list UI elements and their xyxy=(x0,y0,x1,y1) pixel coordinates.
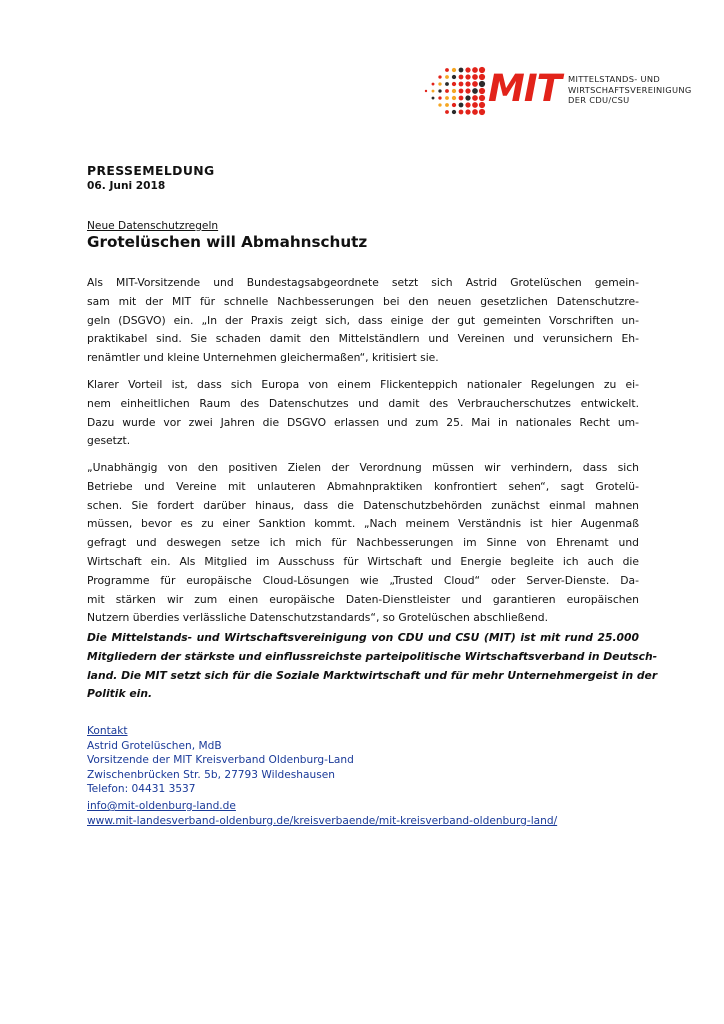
press-header xyxy=(87,163,215,194)
paragraph-line: Als MIT-Vorsitzende und Bundestagsabgeordnete setzt sich Astrid Grotelüschen gemein- xyxy=(87,276,639,289)
paragraph-line: sam mit der MIT für schnelle Nachbesserungen bei den neuen gesetzlichen Datenschutzre- xyxy=(87,294,639,308)
contact-label: Kontakt xyxy=(87,725,128,737)
logo-dot xyxy=(472,67,478,73)
logo-dot xyxy=(459,68,464,73)
logo-dot xyxy=(459,82,464,87)
logo-dot xyxy=(445,96,449,100)
logo-dot xyxy=(432,83,435,86)
logo-dot xyxy=(438,82,441,85)
logo-dot xyxy=(459,89,464,94)
logo-dot xyxy=(438,96,441,99)
logo-dot xyxy=(465,74,470,79)
logo-dot xyxy=(452,82,456,86)
logo-dot xyxy=(465,81,470,86)
paragraph-line: müssen, bevor es zu einer Sanktion kommt. „Nach meinem Verständnis ist hier Augenmaß xyxy=(87,517,639,531)
logo-dot xyxy=(479,95,485,101)
logo-dot xyxy=(445,110,449,114)
logo-dot xyxy=(479,88,485,94)
logo-dot xyxy=(472,95,478,101)
logo-dot xyxy=(452,68,456,72)
logo-dot xyxy=(465,67,470,72)
paragraph-1 xyxy=(87,274,639,368)
contact-phone: Telefon: 04431 3537 xyxy=(87,783,196,796)
paragraph-2 xyxy=(87,376,639,451)
paragraph-line: Die Mittelstands- und Wirtschaftsvereinigung von CDU und CSU (MIT) ist mit rund 25.000 xyxy=(87,631,639,644)
paragraph-line: mit stärken wir zum einen europäische Daten-Dienstleister und garantieren europäischen xyxy=(87,592,639,606)
paragraph-line: Dazu wurde vor zwei Jahren die DSGVO erlassen und zum 25. Mai in nationales Recht um- xyxy=(87,415,639,429)
logo-dot xyxy=(438,89,441,92)
logo-dot xyxy=(459,110,464,115)
logo-dot xyxy=(452,110,456,114)
logo-dot xyxy=(445,75,449,79)
logo-dot xyxy=(445,68,449,72)
logo-dot xyxy=(445,103,449,107)
logo-dot xyxy=(465,109,470,114)
paragraph-line: Programme für europäische Cloud-Lösungen wie „Trusted Cloud“ oder Server-Dienste. Da- xyxy=(87,573,639,587)
logo-dot xyxy=(452,103,456,107)
contact-links xyxy=(87,799,557,828)
dot-pattern-icon xyxy=(420,64,490,124)
contact-block xyxy=(87,724,354,797)
website-link[interactable]: www.mit-landesverband-oldenburg.de/kreisverbaende/mit-kreisverband-oldenburg-land/ xyxy=(87,814,558,827)
paragraph-line: Wirtschaft ein. Als Mitglied im Ausschuss für Wirtschaft und Energie begleite ich auch die xyxy=(87,554,639,568)
logo-dot xyxy=(479,81,485,87)
article-headline: Grotelüschen will Abmahnschutz xyxy=(87,233,368,251)
paragraph-line: renämtler und kleine Unternehmen gleichermaßen“, kritisiert sie. xyxy=(87,351,439,365)
logo-dot xyxy=(438,75,441,78)
paragraph-3 xyxy=(87,459,639,628)
logo-dot xyxy=(438,103,441,106)
contact-role: Vorsitzende der MIT Kreisverband Oldenburg-Land xyxy=(87,754,354,767)
paragraph-line: nem einheitlichen Raum des Datenschutzes und damit des Verbraucherschutzes entwickelt. xyxy=(87,396,639,410)
logo-line: DER CDU/CSU xyxy=(568,95,630,105)
paragraph-line: Politik ein. xyxy=(87,687,153,701)
email-link[interactable]: info@mit-oldenburg-land.de xyxy=(87,800,236,812)
paragraph-line: „Unabhängig von den positiven Zielen der Verordnung müssen wir verhindern, dass sich xyxy=(87,461,639,474)
logo-dot xyxy=(459,96,464,101)
paragraph-line: schen. Sie fordert darüber hinaus, dass die Datenschutzbehörden zunächst einmal mahnen xyxy=(87,498,639,512)
logo-dot xyxy=(459,75,464,80)
logo-mark: MIT xyxy=(488,67,561,110)
paragraph-line: geln (DSGVO) ein. „In der Praxis zeigt sich, dass einige der gut gemeinten Vorschriften un- xyxy=(87,313,639,327)
contact-name: Astrid Grotelüschen, MdB xyxy=(87,739,222,752)
logo-dot xyxy=(465,95,470,100)
logo-dot xyxy=(465,88,470,93)
logo-line: WIRTSCHAFTSVEREINIGUNG xyxy=(568,84,692,95)
logo-dot xyxy=(472,102,478,108)
logo-line: MITTELSTANDS- UND xyxy=(568,74,661,84)
logo-dot xyxy=(459,103,464,108)
logo-dot xyxy=(432,90,435,93)
logo-dot xyxy=(479,74,485,80)
logo-dot xyxy=(472,81,478,87)
paragraph-line: Nutzern überdies verlässliche Datenschutzstandards“, so Grotelüschen abschließend. xyxy=(87,611,549,625)
logo-dot xyxy=(445,89,449,93)
logo-dot xyxy=(479,67,485,73)
article-kicker: Neue Datenschutzregeln xyxy=(87,220,219,232)
paragraph-line: gefragt und deswegen setze ich mich für Nachbesserungen im Sinne von Ehrenamt und xyxy=(87,536,639,550)
logo-dot xyxy=(479,102,485,108)
paragraph-line: land. Die MIT setzt sich für die Soziale Marktwirtschaft und für mehr Unternehmergeist in der xyxy=(87,668,658,682)
logo-subtitle xyxy=(568,74,692,106)
paragraph-line: Klarer Vorteil ist, dass sich Europa von einem Flickenteppich nationaler Regelungen zu ei- xyxy=(87,378,639,391)
paragraph-line: Mitgliedern der stärkste und einflussreichste parteipolitische Wirtschaftsverband in Deutsch- xyxy=(87,649,658,663)
mit-logo xyxy=(420,64,700,124)
logo-dot xyxy=(472,74,478,80)
logo-dot xyxy=(452,89,456,93)
logo-dot xyxy=(472,88,478,94)
document-type: PRESSEMELDUNG xyxy=(87,163,215,178)
paragraph-line: praktikabel sind. Sie schaden damit den Mittelständlern und Vereinen und verunsichern Eh- xyxy=(87,332,639,346)
contact-address: Zwischenbrücken Str. 5b, 27793 Wildeshausen xyxy=(87,768,335,781)
logo-dot xyxy=(472,109,478,115)
logo-dot xyxy=(465,102,470,107)
logo-dot xyxy=(445,82,449,86)
logo-dot xyxy=(425,90,427,92)
paragraph-line: gesetzt. xyxy=(87,434,131,448)
paragraph-line: Betriebe und Vereine mit unlauteren Abmahnpraktiken konfrontiert sehen“, sagt Grotelü- xyxy=(87,479,639,493)
release-date: 06. Juni 2018 xyxy=(87,180,166,192)
logo-dot xyxy=(452,75,456,79)
logo-dot xyxy=(479,109,485,115)
logo-dot xyxy=(432,97,435,100)
about-mit-paragraph xyxy=(87,629,658,704)
logo-dot xyxy=(452,96,456,100)
